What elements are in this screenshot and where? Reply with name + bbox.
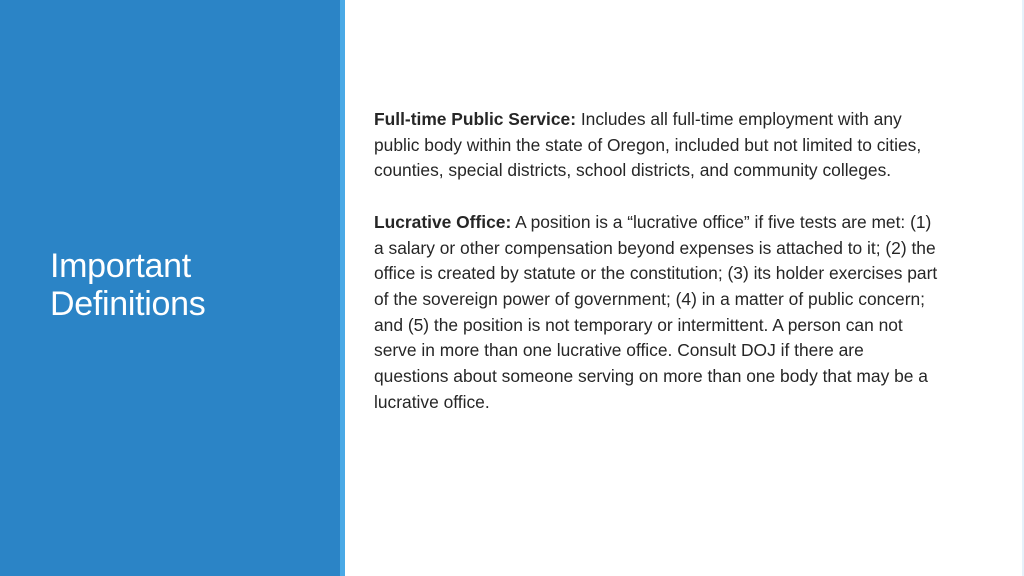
accent-stripe bbox=[340, 0, 345, 576]
definition-term: Lucrative Office: bbox=[374, 211, 512, 232]
slide-title-line-2: Definitions bbox=[50, 285, 206, 323]
definition-text: A position is a “lucrative office” if five tests are met: (1) a salary or other compensation beyond expenses is attached to it; (2) the office is created by statute or the constitution; (3) its holder exercises part of the sovereign power of government; (4) in a matter of public concern; and (5) the position is not temporary or intermittent. A person can not serve in more than one lucrative office. Consult DOJ if there are questions about someone serving on more than one body that may be a lucrative office. bbox=[374, 211, 938, 412]
definition-term: Full-time Public Service: bbox=[374, 109, 576, 129]
slide-title bbox=[50, 247, 330, 323]
slide-title-line-1: Important bbox=[50, 247, 191, 285]
definition-text: Includes all full-time employment with any public body within the state of Oregon, included but not limited to cities, counties, special districts, school districts, and community colleges. bbox=[374, 109, 922, 181]
definition-full-time-public-service bbox=[374, 107, 940, 184]
definitions-body bbox=[374, 107, 940, 441]
definition-lucrative-office bbox=[374, 210, 940, 416]
